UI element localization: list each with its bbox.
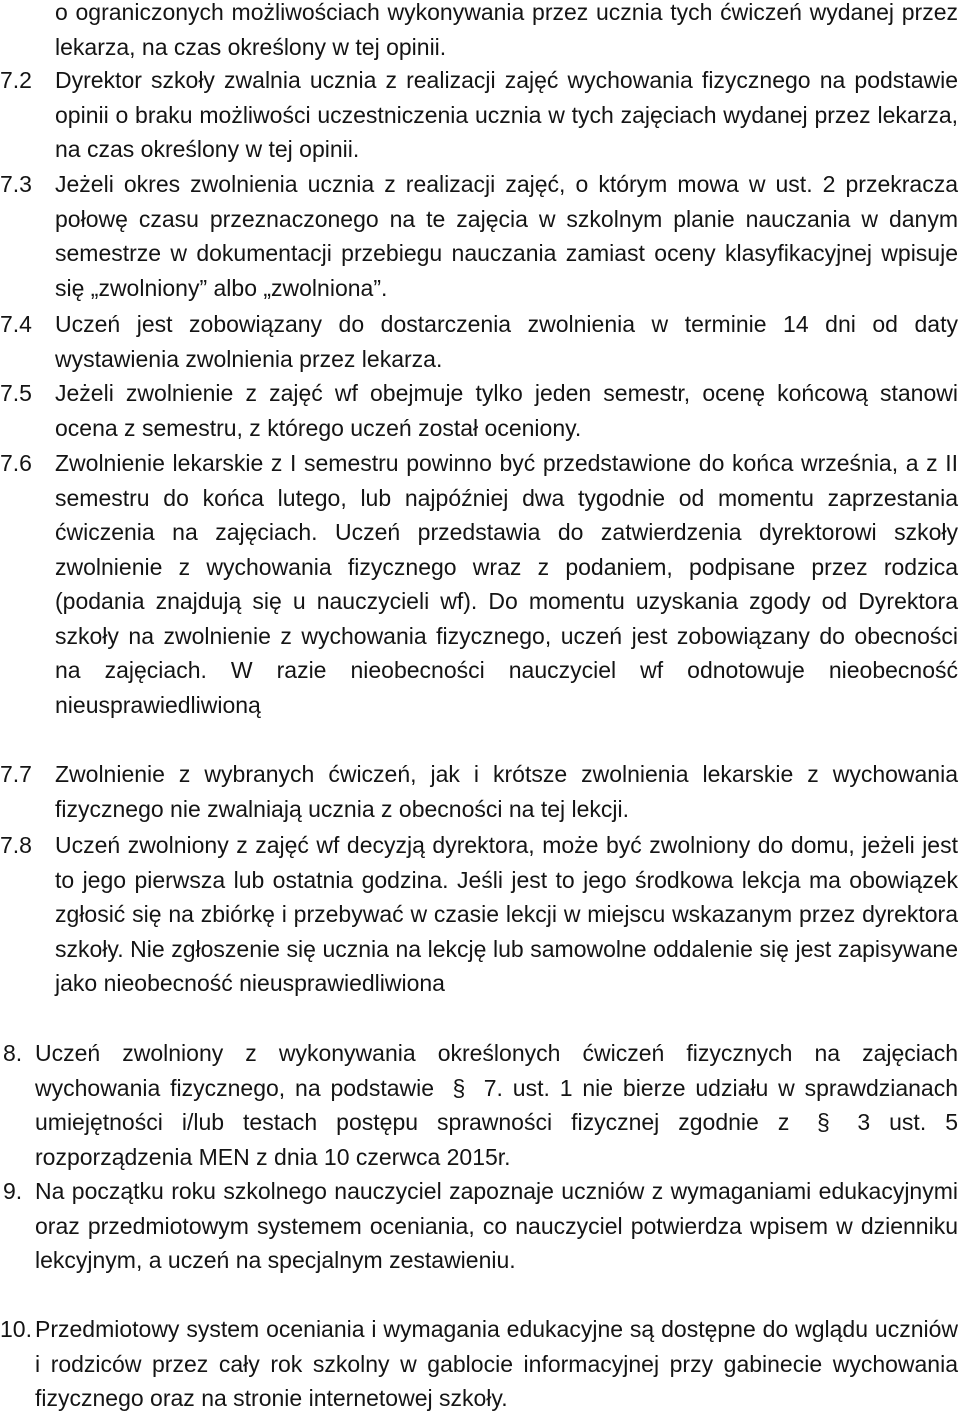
paragraph-7-8 [0,828,958,1001]
paragraph-text: Zwolnienie z wybranych ćwiczeń, jak i krótsze zwolnienia lekarskie z wychowania fizycznego nie zwalniają ucznia z obecności na tej lekcji. [55,761,958,822]
paragraph-text: o ograniczonych możliwościach wykonywania przez ucznia tych ćwiczeń wydanej przez lekarza, na czas określony w tej opinii. [55,0,958,60]
paragraph-text-part: 7. ust. 1 nie bierze udziału w sprawdzianach umiejętności i/lub testach postępu sprawności fizycznej zgodnie z [35,1074,959,1135]
paragraph-text: Na początku roku szkolnego nauczyciel zapoznaje uczniów z wymaganiami edukacyjnymi oraz przedmiotowym systemem oceniania, co nauczyciel potwierdza wpisem w dzienniku lekcyjnym, a uczeń na specjalnym zestawieniu. [35,1178,958,1273]
paragraph-number: 8. [3,1040,23,1066]
paragraph-text: Jeżeli okres zwolnienia ucznia z realizacji zajęć, o którym mowa w ust. 2 przekracza połowę czasu przeznaczonego na te zajęcia w szkolnym planie nauczania w danym semestrze w dokumentacji przebiegu nauczania zamiast oceny klasyfikacyjnej wpisuje się „zwolniony” albo „zwolniona”. [55,171,958,301]
paragraph-number: 7.6 [0,450,32,476]
paragraph-text [35,1036,958,1174]
paragraph-text: Uczeń jest zobowiązany do dostarczenia zwolnienia w terminie 14 dni od daty wystawienia zwolnienia przez lekarza. [55,311,958,372]
paragraph-text: Uczeń zwolniony z zajęć wf decyzją dyrektora, może być zwolniony do domu, jeżeli jest to jego pierwsza lub ostatnia godzina. Jeśli jest to jego środkowa lekcja ma obowiązek zgłosić się na zbiórkę i przebywać w czasie lekcji w miejscu wskazanym przez dyrektora szkoły. Nie zgłoszenie się ucznia na lekcję lub samowolne oddalenie się jest zapisywane jako nieobecność nieusprawiedliwiona [55,832,958,996]
paragraph-7-5 [0,376,958,445]
paragraph-number: 7.2 [0,67,32,93]
paragraph-number: 9. [3,1178,23,1204]
paragraph-text-part: Uczeń zwolniony z wykonywania określonych ćwiczeń fizycznych na zajęciach wychowania fizycznego, na podstawie [35,1040,958,1101]
paragraph-7-2 [0,63,958,167]
paragraph-number: 7.8 [0,832,32,858]
paragraph-text: Zwolnienie lekarskie z I semestru powinno być przedstawione do końca września, a z II semestru do końca lutego, lub najpóźniej dwa tygodnie od momentu zaprzestania ćwiczenia na zajęciach. Uczeń przedstawia do zatwierdzenia dyrektorowi szkoły zwolnienie z wychowania fizycznego wraz z podaniem, podpisane przez rodzica (podania znajdują się u nauczycieli wf). Do momentu uzyskania zgody od Dyrektora szkoły na zwolnienie z wychowania fizycznego, uczeń jest zobowiązany do obecności na zajęciach. W razie nieobecności nauczyciel wf odnotowuje nieobecność nieusprawiedliwioną [55,450,958,718]
paragraph-7-7 [0,757,958,826]
paragraph-text: Jeżeli zwolnienie z zajęć wf obejmuje tylko jeden semestr, ocenę końcową stanowi ocena z semestru, z którego uczeń został oceniony. [55,380,958,441]
paragraph-number: 10. [0,1316,32,1342]
paragraph-number: 7.4 [0,311,32,337]
paragraph-7-4 [0,307,958,376]
paragraph-7-3 [0,167,958,305]
paragraph-8 [0,1036,958,1174]
paragraph-number: 7.7 [0,761,32,787]
paragraph-7-1-continuation [0,0,958,64]
paragraph-10 [0,1312,958,1416]
paragraph-number: 7.3 [0,171,32,197]
paragraph-7-6 [0,446,958,722]
section-sign-icon: § [816,1109,830,1135]
paragraph-text-part: 3 ust. 5 rozporządzenia MEN z dnia 10 czerwca 2015r. [35,1109,958,1170]
paragraph-9 [0,1174,958,1278]
paragraph-number: 7.5 [0,380,32,406]
section-sign-icon: § [452,1074,466,1101]
paragraph-text: Przedmiotowy system oceniania i wymagania edukacyjne są dostępne do wglądu uczniów i rodziców przez cały rok szkolny w gablocie informacyjnej przy gabinecie wychowania fizycznego oraz na stronie internetowej szkoły. [35,1316,958,1411]
paragraph-text: Dyrektor szkoły zwalnia ucznia z realizacji zajęć wychowania fizycznego na podstawie opinii o braku możliwości uczestniczenia ucznia w tych zajęciach wydanej przez lekarza, na czas określony w tej opinii. [55,67,958,162]
